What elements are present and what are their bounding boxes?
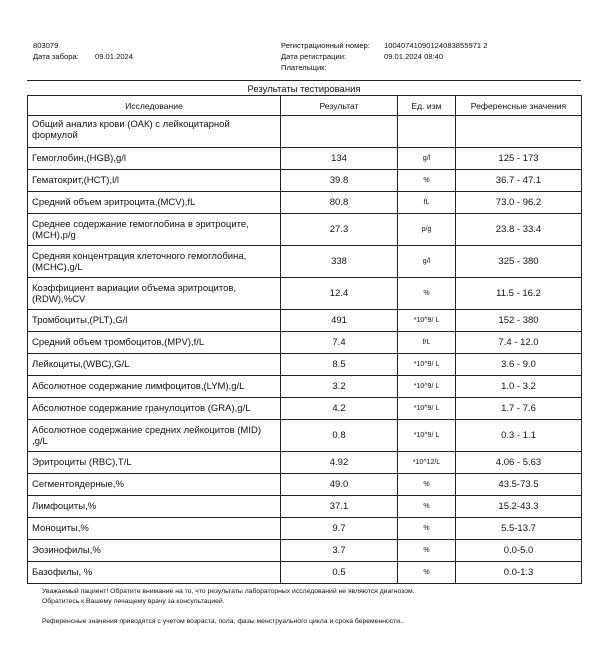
table-row <box>28 518 582 540</box>
result-value: 37.1 <box>281 496 398 518</box>
test-name: Средняя концентрация клеточного гемоглобина, (MCHC),g/L <box>28 246 281 278</box>
test-name: Эозинофилы,% <box>28 540 281 562</box>
result-value: 39.8 <box>281 170 398 192</box>
reference-range: 0.0-5.0 <box>456 540 582 562</box>
test-name: Лимфоциты,% <box>28 496 281 518</box>
table-row <box>28 540 582 562</box>
result-value: 8.5 <box>281 354 398 376</box>
table-row <box>28 376 582 398</box>
table-row <box>28 420 582 452</box>
test-name: Эритроциты (RBC),T/L <box>28 452 281 474</box>
result-value: 4.2 <box>281 398 398 420</box>
results-table <box>27 95 582 584</box>
result-value: 49.0 <box>281 474 398 496</box>
header-right <box>281 40 487 73</box>
table-row <box>28 170 582 192</box>
result-unit: *10^12/L <box>398 452 456 474</box>
result-unit: % <box>398 496 456 518</box>
result-unit: % <box>398 474 456 496</box>
result-unit: % <box>398 518 456 540</box>
table-row <box>28 214 582 246</box>
test-name: Базофилы, % <box>28 562 281 584</box>
result-value: 12.4 <box>281 278 398 310</box>
test-name: Средний объем эритроцита,(MCV),fL <box>28 192 281 214</box>
reg-number: 10040741090124083855971 2 <box>384 41 488 50</box>
result-value: 491 <box>281 310 398 332</box>
test-name: Сегментоядерные,% <box>28 474 281 496</box>
reg-date-row <box>281 51 487 62</box>
result-value: 9.7 <box>281 518 398 540</box>
disclaimer-line-2: Обратитесь к Вашему лечащему врачу за консультацией. <box>42 598 225 605</box>
col-header-unit: Ед. изм <box>398 96 456 116</box>
test-name: Средний объем тромбоцитов,(MPV),f/L <box>28 332 281 354</box>
result-unit: g/l <box>398 246 456 278</box>
col-header-result: Результат <box>281 96 398 116</box>
reference-range: 0.3 - 1.1 <box>456 420 582 452</box>
reference-range: 5.5-13.7 <box>456 518 582 540</box>
reference-range: 36.7 - 47.1 <box>456 170 582 192</box>
table-row <box>28 192 582 214</box>
group-title: Общий анализ крови (ОАК) с лейкоцитарной формулой <box>28 116 281 148</box>
result-unit: % <box>398 540 456 562</box>
payer-label: Плательщик: <box>281 63 327 72</box>
result-unit: g/l <box>398 148 456 170</box>
test-name: Среднее содержание гемоглобина в эритроците, (MCH),p/g <box>28 214 281 246</box>
result-value: 0.5 <box>281 562 398 584</box>
result-unit: *10^9/ L <box>398 376 456 398</box>
table-row <box>28 474 582 496</box>
test-name: Гематокрит,(HCT),l/l <box>28 170 281 192</box>
result-unit: f/L <box>398 332 456 354</box>
result-unit: fL <box>398 192 456 214</box>
test-name: Тромбоциты,(PLT),G/l <box>28 310 281 332</box>
test-name: Абсолютное содержание гранулоцитов (GRA),g/L <box>28 398 281 420</box>
result-unit: *10^9/ L <box>398 310 456 332</box>
test-name: Гемоглобин,(HGB),g/l <box>28 148 281 170</box>
result-value: 7.4 <box>281 332 398 354</box>
results-title: Результаты тестирования <box>247 84 361 95</box>
reg-number-label: Регистрационный номер: <box>281 41 370 50</box>
result-unit: % <box>398 278 456 310</box>
result-value: 3.7 <box>281 540 398 562</box>
reference-range: 15.2-43.3 <box>456 496 582 518</box>
result-value: 27.3 <box>281 214 398 246</box>
header-left <box>33 40 133 62</box>
reference-range: 125 - 173 <box>456 148 582 170</box>
table-row <box>28 398 582 420</box>
reference-range: 152 - 380 <box>456 310 582 332</box>
result-value: 0.8 <box>281 420 398 452</box>
result-value: 134 <box>281 148 398 170</box>
reference-range: 325 - 380 <box>456 246 582 278</box>
table-row <box>28 496 582 518</box>
col-header-test: Исследование <box>28 96 281 116</box>
reference-range: 0.0-1.3 <box>456 562 582 584</box>
table-row <box>28 278 582 310</box>
patient-header <box>33 40 573 76</box>
col-header-reference: Референсные значения <box>456 96 582 116</box>
disclaimer-line-1: Уважаемый пациент! Обратите внимание на то, что результаты лабораторных исследований не являются диагнозом. <box>42 588 415 595</box>
collection-date-label: Дата забора: <box>33 52 79 61</box>
result-value: 338 <box>281 246 398 278</box>
reference-range: 11.5 - 16.2 <box>456 278 582 310</box>
table-row <box>28 452 582 474</box>
reference-range: 1.7 - 7.6 <box>456 398 582 420</box>
reg-date-label: Дата регистрации: <box>281 52 347 61</box>
result-value: 4.92 <box>281 452 398 474</box>
reference-range: 4.06 - 5.63 <box>456 452 582 474</box>
table-row <box>28 332 582 354</box>
reference-range: 7.4 - 12.0 <box>456 332 582 354</box>
reg-date: 09.01.2024 08:40 <box>384 52 444 61</box>
result-unit: % <box>398 562 456 584</box>
test-name: Абсолютное содержание средних лейкоцитов (MID) ,g/L <box>28 420 281 452</box>
reg-number-row <box>281 40 487 51</box>
reference-range: 23.8 - 33.4 <box>456 214 582 246</box>
result-value: 80.8 <box>281 192 398 214</box>
test-name: Моноциты,% <box>28 518 281 540</box>
sample-id: 803079 <box>33 41 59 50</box>
table-row <box>28 310 582 332</box>
result-unit: *10^9/ L <box>398 398 456 420</box>
test-name: Абсолютное содержание лимфоцитов,(LYM),g/L <box>28 376 281 398</box>
table-row <box>28 148 582 170</box>
table-row <box>28 354 582 376</box>
group-row <box>28 116 582 148</box>
reference-range: 3.6 - 9.0 <box>456 354 582 376</box>
test-name: Коэффициент вариации объема эритроцитов, (RDW),%CV <box>28 278 281 310</box>
result-unit: *10^9/ L <box>398 420 456 452</box>
test-name: Лейкоциты,(WBC),G/L <box>28 354 281 376</box>
table-row <box>28 246 582 278</box>
reference-range: 1.0 - 3.2 <box>456 376 582 398</box>
table-header-row <box>28 96 582 116</box>
reference-range: 73.0 - 96.2 <box>456 192 582 214</box>
result-unit: % <box>398 170 456 192</box>
reference-note: Референсные значения приводятся с учетом возраста, пола, фазы менструального цикла и срока беременности.. <box>42 618 404 625</box>
result-value: 3.2 <box>281 376 398 398</box>
collection-date-row <box>33 51 133 62</box>
reference-range: 43.5-73.5 <box>456 474 582 496</box>
result-unit: p/g <box>398 214 456 246</box>
collection-date: 09.01.2024 <box>95 52 134 61</box>
payer-row <box>281 62 487 73</box>
header-divider <box>27 80 581 81</box>
result-unit: *10^9/ L <box>398 354 456 376</box>
table-row <box>28 562 582 584</box>
